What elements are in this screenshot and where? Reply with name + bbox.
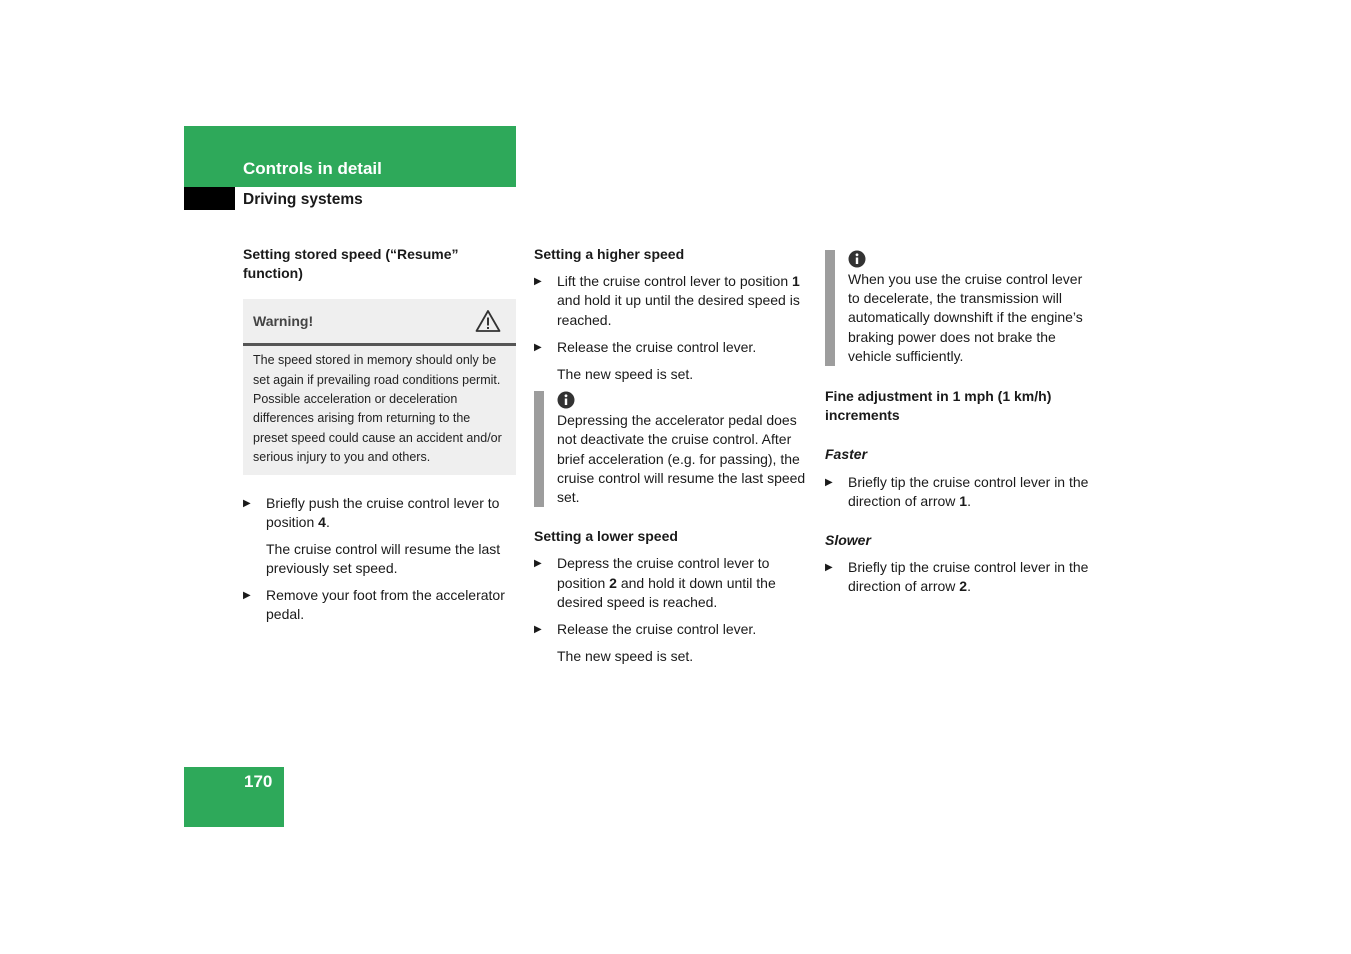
label-faster: Faster <box>825 446 868 463</box>
step-text-end: and hold it up until the desired speed is reached. <box>557 292 800 328</box>
bullet-arrow-icon: ▶ <box>534 624 542 636</box>
step-remove-foot <box>243 586 515 624</box>
bullet-arrow-icon: ▶ <box>825 476 833 488</box>
result-text: The new speed is set. <box>557 366 694 383</box>
note-bar <box>825 250 835 366</box>
bullet-arrow-icon: ▶ <box>534 558 542 570</box>
step-text: Lift the cruise control lever to position <box>557 273 793 290</box>
subsection-marker <box>184 187 235 210</box>
arrow-number: 2 <box>959 578 968 595</box>
note-bar <box>534 391 544 507</box>
column-2 <box>534 245 806 666</box>
heading-higher-speed: Setting a higher speed <box>534 246 685 262</box>
heading-lower-speed: Setting a lower speed <box>534 528 678 545</box>
column-1 <box>243 245 515 624</box>
page-number: 170 <box>244 772 273 791</box>
bullet-arrow-icon: ▶ <box>243 590 251 601</box>
warning-label: Warning! <box>253 313 314 330</box>
step-slower <box>825 558 1097 596</box>
warning-triangle-icon <box>475 309 501 333</box>
info-note <box>534 391 806 507</box>
position-number: 4 <box>318 514 326 531</box>
step-text-end: . <box>325 514 330 531</box>
step-text-end: and hold it down until the desired speed is reached. <box>557 574 776 610</box>
bullet-arrow-icon: ▶ <box>534 341 542 353</box>
step-release-lever <box>534 338 806 357</box>
step-depress-lever <box>534 554 806 612</box>
column-3 <box>825 245 1097 597</box>
result-text: The cruise control will resume the last previously set speed. <box>266 540 501 576</box>
step-text: Remove your foot from the accelerator pedal. <box>266 587 505 623</box>
position-number: 1 <box>792 273 800 290</box>
position-number: 2 <box>609 574 617 591</box>
label-slower: Slower <box>825 532 871 549</box>
info-icon <box>848 250 866 268</box>
bullet-arrow-icon: ▶ <box>243 498 251 510</box>
section-title: Controls in detail <box>243 159 382 178</box>
bullet-arrow-icon: ▶ <box>825 562 833 574</box>
step-text: Release the cruise control lever. <box>557 338 757 355</box>
warning-box <box>243 299 516 475</box>
bullet-arrow-icon: ▶ <box>534 276 542 288</box>
info-icon <box>557 391 575 409</box>
arrow-number: 1 <box>959 492 968 509</box>
heading-fine-adjustment: Fine adjustment in 1 mph (1 km/h) increments <box>825 388 1052 424</box>
warning-header <box>243 299 516 346</box>
step-faster <box>825 473 1097 511</box>
step-release-lever <box>534 620 806 639</box>
step-text: Briefly tip the cruise control lever in the direction of arrow <box>848 559 1089 595</box>
step-text: Depress the cruise control lever to position <box>557 555 770 591</box>
result-text: The new speed is set. <box>557 648 694 665</box>
step-push-lever <box>243 494 515 532</box>
step-text-end: . <box>967 492 971 509</box>
note-text: When you use the cruise control lever to decelerate, the transmission will automatically downshift if the engine’s braking power does not brake the vehicle sufficiently. <box>848 271 1083 364</box>
heading-resume: Setting stored speed (“Resume” function) <box>243 246 459 282</box>
step-lift-lever <box>534 272 806 330</box>
note-text: Depressing the accelerator pedal does not deactivate the cruise control. After brief acceleration (e.g. for passing), the cruise control will resume the last speed set. <box>557 412 806 506</box>
subsection-title: Driving systems <box>243 191 363 208</box>
warning-text: The speed stored in memory should only be set again if prevailing road conditions permit. Possible acceleration or deceleration differences arising from returning to the preset speed could cause an accident and/or serious injury to you and others. <box>253 353 502 464</box>
step-text: Briefly tip the cruise control lever in the direction of arrow <box>848 473 1089 509</box>
info-note <box>825 250 1097 366</box>
step-text-end: . <box>967 578 971 595</box>
step-text: Release the cruise control lever. <box>557 621 757 638</box>
step-text: Briefly push the cruise control lever to position <box>266 495 500 531</box>
